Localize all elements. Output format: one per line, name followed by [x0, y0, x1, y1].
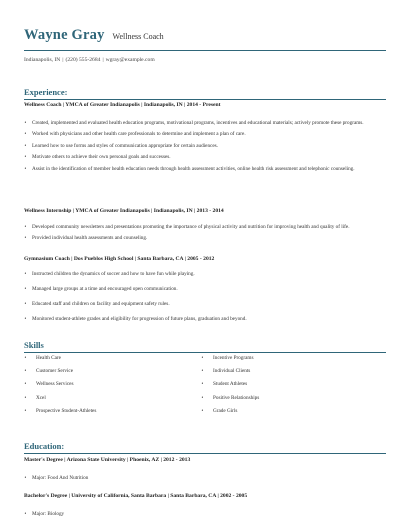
skill-item: • Student Athletes — [201, 381, 386, 394]
job-bullet: • Learned how to use forms and styles of communication appropriate for certain audiences. — [24, 143, 386, 150]
education-heading: Education: — [24, 441, 65, 451]
skill-item: • Xcel — [24, 395, 194, 408]
job-bullet: • Provided individual health assessments and counseling. — [24, 235, 386, 242]
skills-list-right — [201, 355, 386, 421]
job-bullet: • Motivate others to achieve their own personal goals and successes. — [24, 154, 386, 161]
education-detail: • Major: Food And Nutrition — [24, 475, 386, 482]
job-bullet: • Developed community newsletters and presentations promoting the importance of physical activity and nutrition for improving health and quality of life. — [24, 224, 386, 231]
skills-list-left — [24, 355, 194, 421]
job-bullets-wellness-internship — [24, 224, 386, 243]
education-details-masters — [24, 475, 386, 482]
education-detail: • Major: Biology — [24, 511, 386, 518]
contact-location: Indianapolis, IN — [24, 57, 61, 63]
education-degree-masters: Master's Degree | Arizona State University | Phoenix, AZ | 2012 - 2013 — [24, 457, 191, 463]
contact-separator: | — [102, 57, 104, 63]
job-title-gymnasium-coach: Gymnasium Coach | Dos Pueblos High School | Santa Barbara, CA | 2005 - 2012 — [24, 256, 215, 262]
experience-rule — [24, 99, 386, 100]
job-bullet: • Created, implemented and evaluated health education programs, motivational programs, incentives and educational materials; actively promote these programs. — [24, 120, 386, 127]
resume-header — [24, 26, 164, 44]
contact-line — [24, 57, 155, 63]
skill-item: • Health Care — [24, 355, 194, 368]
skill-item: • Grade Girls — [201, 408, 386, 421]
job-bullet: • Managed large groups at a time and encouraged open communication. — [24, 286, 386, 293]
skills-rule — [24, 352, 386, 353]
contact-phone: (220) 555-2684 — [65, 57, 101, 63]
skill-item: • Positive Relationships — [201, 395, 386, 408]
job-bullet: • Worked with physicians and other health care professionals to determine and implement a plan of care. — [24, 131, 386, 138]
experience-heading: Experience: — [24, 87, 68, 97]
contact-email[interactable]: wgray@example.com — [105, 57, 155, 63]
candidate-name: Wayne Gray — [24, 27, 105, 43]
skill-item: • Individual Clients — [201, 368, 386, 381]
header-rule — [24, 50, 386, 51]
job-bullet: • Instructed children the dynamics of soccer and how to have fun while playing. — [24, 271, 386, 278]
job-bullet: • Monitored student-athlete grades and eligibility for progression of future plans, graduation and beyond. — [24, 316, 386, 323]
contact-separator: | — [62, 57, 64, 63]
job-bullet: • Assist in the identification of member health education needs through health assessment activities, online health risk assessment and telephonic counseling. — [24, 166, 386, 173]
job-bullets-wellness-coach — [24, 120, 386, 173]
candidate-title: Wellness Coach — [112, 32, 164, 41]
education-details-bachelors — [24, 511, 386, 518]
skill-item: • Wellness Services — [24, 381, 194, 394]
skill-item: • Customer Service — [24, 368, 194, 381]
education-rule — [24, 453, 386, 454]
skill-item: • Incentive Programs — [201, 355, 386, 368]
education-degree-bachelors: Bachelor's Degree | University of California, Santa Barbara | Santa Barbara, CA | 2002 - 2005 — [24, 493, 248, 499]
job-title-wellness-coach: Wellness Coach | YMCA of Greater Indianapolis | Indianapolis, IN | 2014 - Present — [24, 102, 221, 108]
job-bullet: • Educated staff and children on facility and equipment safety rules. — [24, 301, 386, 308]
job-bullets-gymnasium-coach — [24, 271, 386, 323]
skills-heading: Skills — [24, 340, 44, 350]
job-title-wellness-internship: Wellness Internship | YMCA of Greater Indianapolis | Indianapolis, IN | 2013 - 2014 — [24, 208, 224, 214]
skill-item: • Prospective Student-Athletes — [24, 408, 194, 421]
